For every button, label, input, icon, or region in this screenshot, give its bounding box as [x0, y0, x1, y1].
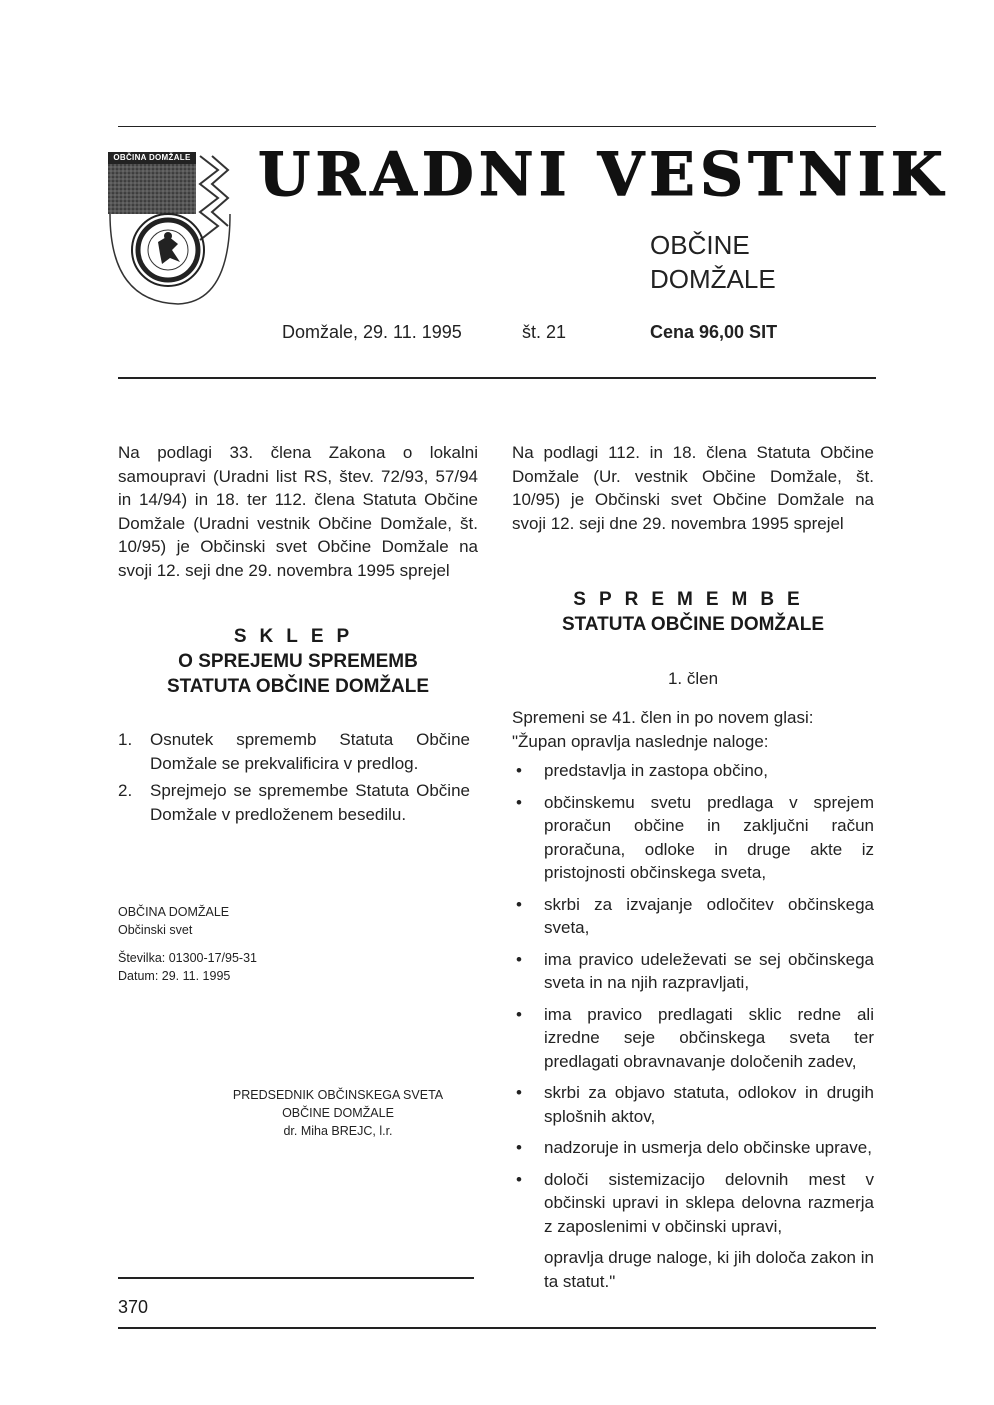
list-item-text: določi sistemizacijo delovnih mest v občinski upravi in sklepa delovna razmerja z zaposlenimi v občinski upravi, — [544, 1169, 874, 1236]
right-intro-paragraph: Na podlagi 112. in 18. člena Statuta Občine Domžale (Ur. vestnik Občine Domžale, št. 10/95) je Občinski svet Občine Domžale na svoji 12. seji dne 29. novembra 1995 sprejel — [512, 443, 874, 533]
list-item — [118, 779, 470, 826]
issue-date: Domžale, 29. 11. 1995 — [282, 322, 462, 342]
bullet-icon: • — [516, 792, 522, 812]
subtitle-line: OBČINE — [650, 230, 750, 260]
right-title-block — [512, 587, 874, 637]
closing-paragraph: opravlja druge naloge, ki jih določa zakon in ta statut." — [544, 1248, 874, 1291]
bullet-icon: • — [516, 894, 522, 914]
page-number: 370 — [118, 1297, 149, 1317]
signature-body: Občinski svet — [118, 923, 193, 937]
president-name: dr. Miha BREJC, l.r. — [283, 1124, 393, 1138]
masthead-title: URADNI VESTNIK — [258, 140, 948, 210]
footer-rule — [118, 1327, 876, 1329]
bullet-icon: • — [516, 1138, 522, 1157]
list-item-number: 2. — [118, 781, 133, 800]
right-title-main: SPREMEMBE — [573, 589, 813, 610]
list-item — [512, 791, 874, 885]
left-signature-block — [118, 903, 418, 985]
bullet-icon: • — [516, 949, 522, 969]
logo-emblem-icon — [108, 152, 232, 308]
list-item — [512, 1003, 874, 1074]
list-item-text: Osnutek sprememb Statuta Občine Domžale se prekvalificira v predlog. — [150, 730, 470, 773]
right-article-body — [512, 706, 874, 1293]
header-bottom-rule — [118, 377, 876, 379]
bullet-icon: • — [516, 1004, 522, 1024]
bullet-icon: • — [516, 1169, 522, 1189]
list-item — [512, 893, 874, 940]
issue-number: št. 21 — [522, 322, 567, 342]
masthead-subtitle — [650, 228, 776, 296]
right-title-sub: STATUTA OBČINE DOMŽALE — [561, 614, 825, 635]
subtitle-line: DOMŽALE — [650, 264, 776, 294]
logo-label: OBČINA DOMŽALE — [108, 152, 196, 164]
list-item-text: ima pravico udeleževati se sej občinskega sveta in na njih razpravljati, — [544, 949, 874, 992]
list-item-text: skrbi za izvajanje odločitev občinskega sveta, — [544, 894, 874, 937]
left-title-sub: STATUTA OBČINE DOMŽALE — [166, 676, 430, 697]
left-intro-paragraph: Na podlagi 33. člena Zakona o lokalni samoupravi (Uradni list RS, štev. 72/93, 57/94 in 14/94) in 18. ter 112. člena Statuta Občine Domžale (Uradni vestnik Občine Domžale, št. 10/95) je Občinski svet Občine Domžale na svoji 12. seji dne 29. novembra 1995 sprejel — [118, 443, 478, 580]
municipality-logo — [108, 152, 232, 308]
president-signature — [208, 1086, 468, 1140]
list-item-text: predstavlja in zastopa občino, — [544, 761, 768, 780]
left-numbered-list — [118, 728, 470, 830]
left-title-block — [118, 624, 478, 699]
list-item-text: skrbi za objavo statuta, odlokov in drugih splošnih aktov, — [544, 1083, 874, 1126]
list-item-text: nadzoruje in usmerja delo občinske uprave, — [544, 1138, 872, 1157]
header-top-rule — [118, 126, 876, 127]
list-item — [512, 1168, 874, 1239]
list-item-number: 1. — [118, 730, 133, 749]
president-title: PREDSEDNIK OBČINSKEGA SVETA — [232, 1088, 444, 1102]
issue-price: Cena 96,00 SIT — [650, 322, 778, 342]
list-item-text: občinskemu svetu predlaga v sprejem proračun občine in zaključni račun proračuna, odloke in druge akte iz pristojnosti občinskega sveta, — [544, 792, 874, 882]
bullet-icon: • — [516, 761, 522, 780]
list-item — [118, 728, 470, 775]
left-title-main: SKLEP — [233, 626, 363, 647]
article-paragraph: Spremeni se 41. člen in po novem glasi: — [512, 708, 814, 727]
left-column-end-rule — [118, 1277, 474, 1279]
list-item — [512, 1136, 874, 1160]
article-paragraph: "Župan opravlja naslednje naloge: — [512, 731, 769, 751]
reference-number: Številka: 01300-17/95-31 — [118, 951, 257, 965]
list-item — [512, 948, 874, 995]
article-heading: 1. člen — [667, 669, 719, 688]
bullet-icon: • — [516, 1083, 522, 1102]
list-item-text: Sprejmejo se spremembe Statuta Občine Domžale v predloženem besedilu. — [150, 781, 470, 824]
signature-org: OBČINA DOMŽALE — [118, 905, 230, 919]
reference-date: Datum: 29. 11. 1995 — [118, 969, 231, 983]
left-title-sub: O SPREJEMU SPREMEMB — [178, 651, 418, 672]
list-item-text: ima pravico predlagati sklic redne ali izredne seje občinskega sveta ter predlagati obravnavanje določenih zadev, — [544, 1004, 874, 1071]
president-office: OBČINE DOMŽALE — [282, 1106, 394, 1120]
list-item — [512, 1081, 874, 1128]
list-item — [512, 759, 874, 783]
